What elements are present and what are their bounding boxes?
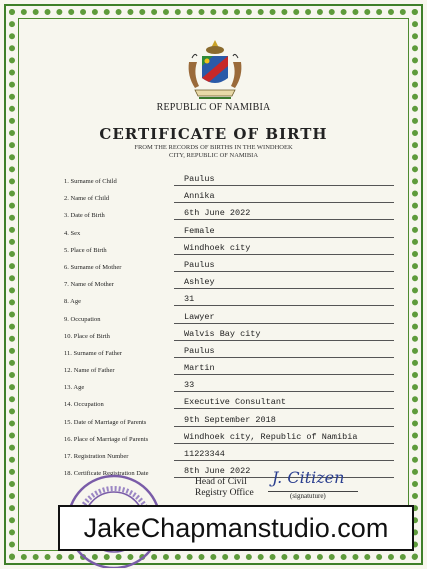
registry-office-label — [195, 477, 254, 499]
field-label: 9. Occupation — [64, 315, 101, 323]
field-value: Lawyer — [184, 311, 215, 322]
field-underline — [174, 443, 394, 444]
field-label: 17. Registration Number — [64, 453, 129, 460]
field-label: 7. Name of Mother — [64, 281, 114, 289]
field-label: 6. Surname of Mother — [64, 263, 122, 271]
field-row — [64, 277, 394, 294]
field-value: Executive Consultant — [184, 397, 287, 408]
field-value: 6th June 2022 — [184, 208, 251, 219]
field-underline — [174, 408, 394, 409]
field-value: Walvis Bay city — [184, 328, 261, 339]
field-label: 11. Surname of Father — [64, 349, 122, 357]
field-value: 11223344 — [184, 449, 225, 459]
field-underline — [174, 237, 394, 238]
registry-line-1: Head of Civil — [195, 477, 247, 487]
field-label: 3. Date of Birth — [64, 212, 105, 220]
field-underline — [174, 340, 394, 341]
field-underline — [174, 254, 394, 255]
field-row — [64, 260, 394, 277]
field-value: Paulus — [184, 174, 215, 184]
field-underline — [174, 271, 394, 272]
field-row — [64, 191, 394, 208]
field-underline — [174, 202, 394, 203]
field-value: Windhoek city — [184, 242, 251, 253]
field-label: 1. Surname of Child — [64, 178, 117, 185]
field-row — [64, 174, 394, 191]
field-label: 12. Name of Father — [64, 367, 115, 375]
certificate-subtitle: FROM THE RECORDS OF BIRTHS IN THE WINDHOEK CITY, REPUBLIC OF NAMIBIA — [134, 144, 293, 159]
field-underline — [174, 374, 394, 375]
field-underline — [174, 426, 394, 427]
field-label: 16. Place of Marriage of Parents — [64, 435, 149, 443]
signature: J. Citizen — [272, 468, 345, 487]
field-value: Female — [184, 225, 215, 236]
field-value: Windhoek city, Republic of Namibia — [184, 431, 358, 442]
field-row — [64, 294, 394, 311]
field-row — [64, 346, 394, 363]
field-value: 33 — [184, 380, 195, 391]
field-label: 14. Occupation — [64, 401, 104, 409]
signature-caption: (signatuture) — [290, 492, 326, 500]
field-underline — [174, 391, 394, 392]
field-row — [64, 380, 394, 397]
field-value: Annika — [184, 191, 215, 202]
field-underline — [174, 305, 394, 306]
field-underline — [174, 288, 394, 289]
field-label: 8. Age — [64, 298, 81, 306]
watermark-banner: JakeChapmanstudio.com — [58, 505, 414, 551]
field-label: 13. Age — [64, 384, 85, 392]
field-row — [64, 208, 394, 225]
field-value: Martin — [184, 363, 215, 374]
field-row — [64, 415, 394, 432]
field-row — [64, 329, 394, 346]
field-underline — [174, 323, 394, 324]
certificate-title: CERTIFICATE OF BIRTH — [99, 125, 328, 143]
field-value: Ashley — [184, 277, 215, 288]
registry-line-2: Registry Office — [195, 488, 254, 498]
fields-list — [64, 174, 394, 483]
field-row — [64, 363, 394, 380]
field-row — [64, 312, 394, 329]
field-value: 8th June 2022 — [184, 466, 251, 477]
field-row — [64, 449, 394, 466]
field-value: 9th September 2018 — [184, 414, 276, 425]
country-name: REPUBLIC OF NAMIBIA — [156, 102, 271, 113]
field-value: Paulus — [184, 345, 215, 356]
field-label: 5. Place of Birth — [64, 246, 107, 254]
field-row — [64, 432, 394, 449]
field-label: 2. Name of Child — [64, 195, 110, 203]
field-underline — [174, 460, 394, 461]
field-value: 31 — [184, 294, 195, 305]
field-underline — [174, 185, 394, 186]
field-row — [64, 397, 394, 414]
field-label: 15. Date of Marriage of Parents — [64, 418, 147, 426]
field-underline — [174, 357, 394, 358]
coat-of-arms-icon — [185, 38, 245, 106]
field-label: 10. Place of Birth — [64, 332, 110, 340]
field-label: 18. Certificate Registration Date — [64, 470, 149, 478]
field-row — [64, 243, 394, 260]
field-label: 4. Sex — [64, 229, 81, 237]
field-underline — [174, 219, 394, 220]
field-value: Paulus — [184, 259, 215, 270]
field-row — [64, 226, 394, 243]
